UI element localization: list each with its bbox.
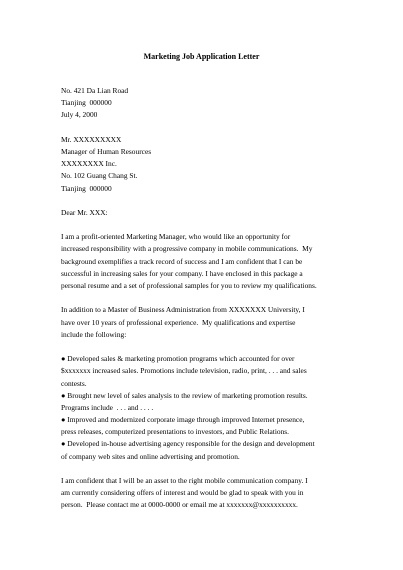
bullet-list <box>61 353 361 463</box>
recipient-address <box>61 134 361 195</box>
paragraph-line: I am confident that I will be an asset to the right mobile communication company. I <box>61 476 308 485</box>
paragraph-line: background exemplifies a track record of success and I am confident that I can be <box>61 256 303 266</box>
paragraph-line: include the following: <box>61 329 127 339</box>
recipient-line: Tianjing 000000 <box>61 183 112 193</box>
salutation-block <box>61 207 361 219</box>
recipient-line: Manager of Human Resources <box>61 146 152 156</box>
recipient-line: XXXXXXXX Inc. <box>61 159 117 169</box>
paragraph-line: I am a profit-oriented Marketing Manager, who would like an opportunity for <box>61 232 291 242</box>
letter-date: July 4, 2000 <box>61 110 98 120</box>
recipient-line: No. 102 Guang Chang St. <box>61 171 138 181</box>
paragraph-line: am currently considering offers of interest and would be glad to speak with you in <box>61 488 304 498</box>
bullet-line: ● Improved and modernized corporate image through improved Internet presence, <box>61 415 305 425</box>
paragraph-line: successful in increasing sales for your company. I have enclosed in this package a <box>61 268 303 278</box>
bullet-line: press releases, computerized presentations to investors, and Public Relations. <box>61 427 290 437</box>
paragraph-line: personal resume and a set of professional samples for you to review my qualifications. <box>61 281 317 290</box>
sender-line: Tianjing 000000 <box>61 98 112 108</box>
paragraph-line: have over 10 years of professional experience. My qualifications and expertise <box>61 317 296 327</box>
bullet-line: ● Developed in-house advertising agency responsible for the design and development <box>61 439 315 449</box>
paragraph-line: person. Please contact me at 0000-0000 or email me at xxxxxxx@xxxxxxxxxx. <box>61 500 298 510</box>
bullet-line: of company web sites and online advertising and promotion. <box>61 451 240 461</box>
bullet-line: ● Developed sales & marketing promotion programs which accounted for over <box>61 354 295 364</box>
bullet-line: Programs include . . . and . . . . <box>61 402 154 412</box>
letter-body <box>61 85 361 524</box>
bullet-line: $xxxxxxx increased sales. Promotions include television, radio, print, . . . and sales <box>61 366 307 376</box>
bullet-line: contests. <box>61 378 87 388</box>
sender-address <box>61 85 361 122</box>
sender-line: No. 421 Da Lian Road <box>61 86 129 95</box>
paragraph-intro <box>61 231 361 292</box>
salutation: Dear Mr. XXX: <box>61 207 108 217</box>
letter-title: Marketing Job Application Letter <box>143 52 260 61</box>
paragraph-closing <box>61 475 361 512</box>
paragraph-line: increased responsibility with a progressive company in mobile communications. My <box>61 244 313 254</box>
paragraph-line: In addition to a Master of Business Administration from XXXXXXX University, I <box>61 305 305 315</box>
recipient-line: Mr. XXXXXXXXX <box>61 134 122 144</box>
bullet-line: ● Brought new level of sales analysis to the review of marketing promotion results. <box>61 390 308 400</box>
paragraph-qualifications <box>61 304 361 341</box>
